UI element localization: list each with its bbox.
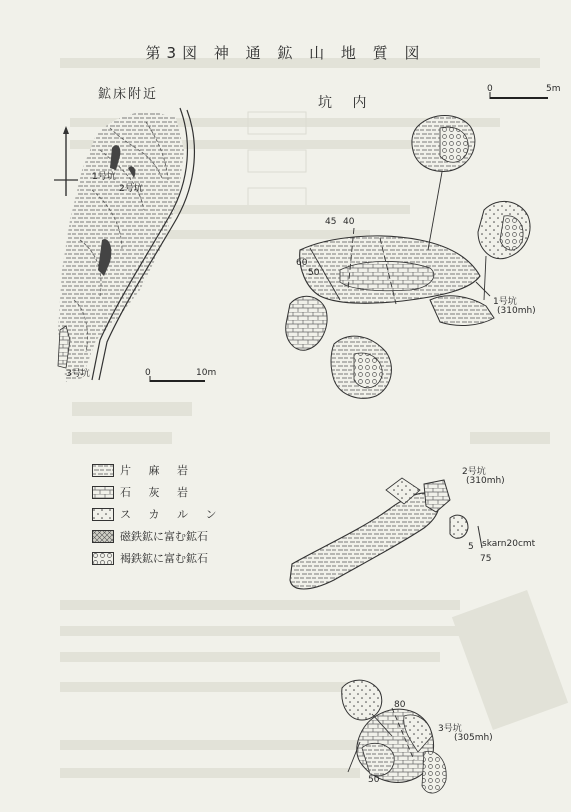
underground-map-adit3 — [342, 680, 446, 793]
scale-left-zero: 0 — [145, 368, 151, 378]
legend-item-skarn — [92, 506, 224, 522]
map-title: 第3図 神 通 鉱 山 地 質 図 — [145, 44, 426, 62]
legend-label: 磁鉄鉱に富む鉱石 — [120, 530, 208, 543]
section-label-near-deposit: 鉱床附近 — [98, 87, 159, 102]
legend-item-magnetite-ore — [92, 528, 208, 544]
adit-label-1-surface: 1号坑 — [92, 172, 116, 182]
skarn-thickness-note: skarn20cmt — [482, 539, 536, 549]
dip-label: 60 — [296, 258, 308, 268]
legend-label: 片 麻 岩 — [120, 464, 195, 477]
legend-item-gneiss — [92, 462, 195, 478]
dip-label: 80 — [394, 700, 406, 710]
gneiss-area — [58, 112, 184, 382]
adit-label-2-surface: 2号坑 — [119, 184, 143, 194]
adit-label-1: 1号坑 — [493, 297, 517, 307]
legend-label: 褐鉄鉱に富む鉱石 — [120, 552, 208, 565]
scale-right-end: 5m — [546, 84, 561, 94]
scale-right-zero: 0 — [487, 84, 493, 94]
legend-label: 石 灰 岩 — [120, 486, 195, 499]
adit-label-2: 2号坑 — [462, 467, 486, 477]
adit-elevation-2: (310mh) — [466, 476, 505, 486]
section-label-underground: 坑 内 — [318, 95, 375, 111]
north-arrow-icon — [54, 126, 78, 196]
underground-map-adit1 — [286, 92, 548, 398]
adit-elevation-3: (305mh) — [454, 733, 493, 743]
adit-label-3: 3号坑 — [438, 724, 462, 734]
dip-label: 45 — [325, 217, 337, 227]
dip-label: 5 — [468, 542, 474, 552]
dip-label: 50 — [368, 775, 380, 785]
surface-map — [54, 108, 205, 382]
adit-elevation-1: (310mh) — [497, 306, 536, 316]
adit-label-3-surface: 3号坑 — [66, 369, 90, 379]
legend-label: ス カ ル ン — [120, 508, 224, 521]
legend-item-limonite-ore — [92, 550, 208, 566]
underground-map-adit2 — [290, 478, 482, 589]
legend-item-limestone — [92, 484, 195, 500]
scale-left-end: 10m — [196, 368, 217, 378]
dip-label: 75 — [480, 554, 492, 564]
dip-label: 40 — [343, 217, 355, 227]
dip-label: 50 — [308, 268, 320, 278]
